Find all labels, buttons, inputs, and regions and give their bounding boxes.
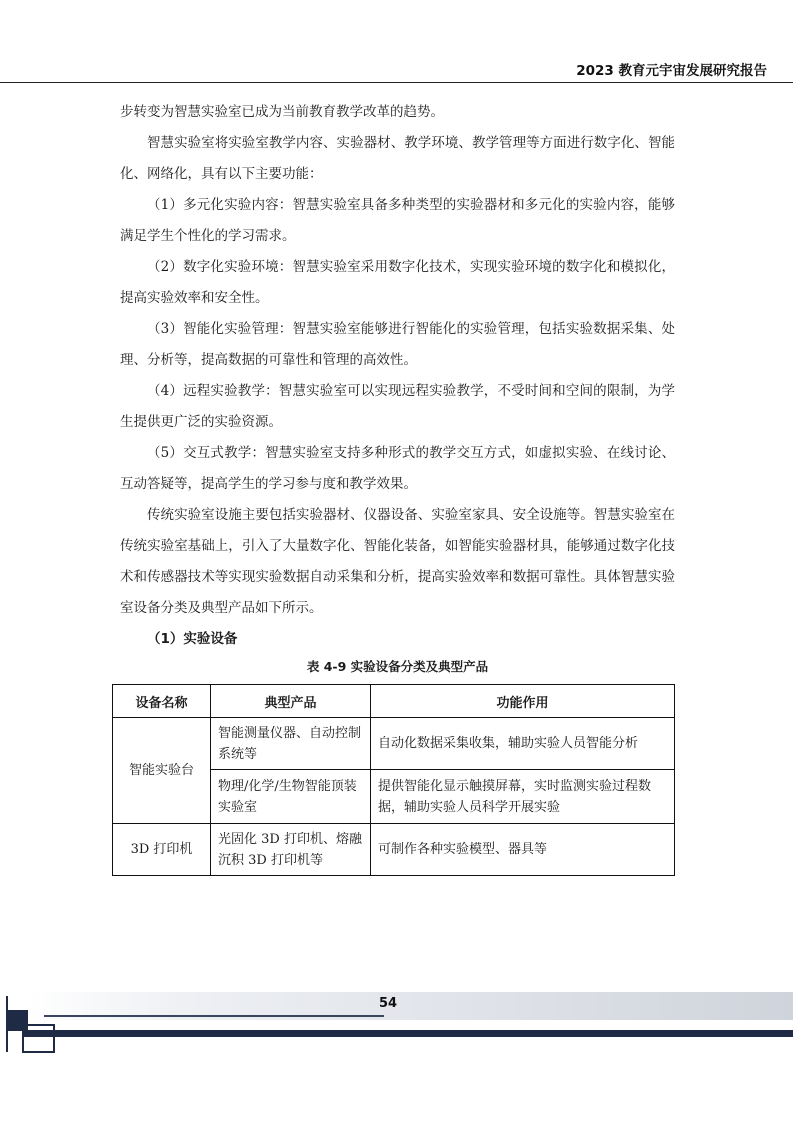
equipment-name-cell: 3D 打印机 bbox=[113, 824, 211, 876]
report-header-title: 2023 教育元宇宙发展研究报告 bbox=[576, 63, 767, 79]
paragraph-traditional-lab: 传统实验室设施主要包括实验器材、仪器设备、实验室家具、安全设施等。智慧实验室在传统实验室基础上，引入了大量数字化、智能化装备，如智能实验器材具，能够通过数字化技术和传感器技术等实现实验数据自动采集和分析，提高实验效率和数据可靠性。具体智慧实验室设备分类及典型产品如下所示。 bbox=[120, 507, 675, 616]
paragraph-function-2: （2）数字化实验环境：智慧实验室采用数字化技术，实现实验环境的数字化和模拟化，提高实验效率和安全性。 bbox=[120, 259, 675, 306]
product-cell: 智能测量仪器、自动控制系统等 bbox=[211, 718, 371, 770]
table-row bbox=[113, 718, 675, 770]
page-number: 54 bbox=[378, 996, 398, 1011]
paragraph-function-3: （3）智能化实验管理：智慧实验室能够进行智能化的实验管理，包括实验数据采集、处理、分析等，提高数据的可靠性和管理的高效性。 bbox=[120, 321, 675, 368]
equipment-table bbox=[112, 684, 675, 876]
product-cell: 光固化 3D 打印机、熔融沉积 3D 打印机等 bbox=[211, 824, 371, 876]
header-function: 功能作用 bbox=[371, 685, 675, 718]
function-cell: 自动化数据采集收集，辅助实验人员智能分析 bbox=[371, 718, 675, 770]
paragraph-function-4: （4）远程实验教学：智慧实验室可以实现远程实验教学，不受时间和空间的限制，为学生提供更广泛的实验资源。 bbox=[120, 383, 675, 430]
equipment-name-cell: 智能实验台 bbox=[113, 718, 211, 824]
function-cell: 提供智能化显示触摸屏幕，实时监测实验过程数据，辅助实验人员科学开展实验 bbox=[371, 770, 675, 824]
product-cell: 物理/化学/生物智能顶装实验室 bbox=[211, 770, 371, 824]
table-header-row bbox=[113, 685, 675, 718]
header-equipment-name: 设备名称 bbox=[113, 685, 211, 718]
function-cell: 可制作各种实验模型、器具等 bbox=[371, 824, 675, 876]
section-heading: （1）实验设备 bbox=[147, 631, 238, 647]
paragraph-function-1: （1）多元化实验内容：智慧实验室具备多种类型的实验器材和多元化的实验内容，能够满足学生个性化的学习需求。 bbox=[120, 197, 675, 244]
paragraph-function-5: （5）交互式教学：智慧实验室支持多种形式的教学交互方式，如虚拟实验、在线讨论、互动答疑等，提高学生的学习参与度和教学效果。 bbox=[120, 445, 675, 492]
paragraph-intro: 智慧实验室将实验室教学内容、实验器材、教学环境、教学管理等方面进行数字化、智能化、网络化，具有以下主要功能： bbox=[120, 135, 675, 182]
header-typical-product: 典型产品 bbox=[211, 685, 371, 718]
footer-decor-square-outline bbox=[22, 1024, 55, 1053]
table-row bbox=[113, 824, 675, 876]
table-caption: 表 4-9 实验设备分类及典型产品 bbox=[306, 659, 489, 674]
header-divider bbox=[0, 82, 793, 83]
page-body bbox=[120, 97, 675, 876]
paragraph-continuation: 步转变为智慧实验室已成为当前教育教学改革的趋势。 bbox=[120, 104, 444, 120]
footer-decor-thin-line bbox=[44, 1015, 384, 1017]
footer-decor-rule bbox=[24, 1030, 793, 1037]
